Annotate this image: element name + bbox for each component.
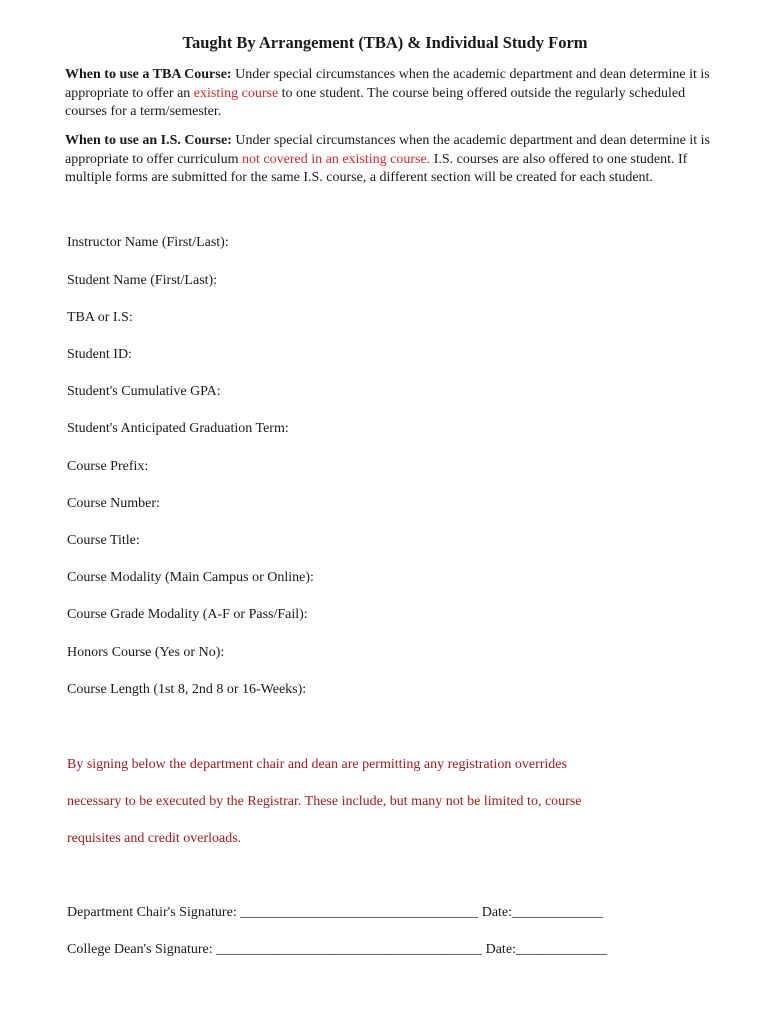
tba-highlight: existing course [193,85,279,101]
college-dean-signature-line[interactable]: College Dean's Signature: ______________________________________ Date:_____________ [67,942,607,957]
department-chair-signature-line[interactable]: Department Chair's Signature: __________________________________ Date:_____________ [67,905,604,920]
field-course-modality[interactable]: Course Modality (Main Campus or Online): [67,570,314,585]
is-heading: When to use an I.S. Course: [65,133,232,148]
field-tba-or-is[interactable]: TBA or I.S: [67,310,133,325]
tba-heading: When to use a TBA Course: [65,67,232,82]
is-description [65,132,715,188]
is-highlight: not covered in an existing course. [242,151,431,167]
notice-line-3: requisites and credit overloads. [67,831,242,846]
tba-description [65,66,715,122]
field-graduation-term[interactable]: Student's Anticipated Graduation Term: [67,421,289,436]
field-student-name[interactable]: Student Name (First/Last): [67,273,218,288]
field-course-number[interactable]: Course Number: [67,496,160,511]
field-honors-course[interactable]: Honors Course (Yes or No): [67,645,225,660]
notice-line-1: By signing below the department chair and dean are permitting any registration overrides [67,757,567,772]
form-title: Taught By Arrangement (TBA) & Individual Study Form [182,33,588,52]
tba-text-1: Under special circumstances when the academic department and dean determine it is appropriate to offer an [65,67,710,101]
field-course-prefix[interactable]: Course Prefix: [67,459,149,474]
field-course-length[interactable]: Course Length (1st 8, 2nd 8 or 16-Weeks): [67,682,307,697]
is-text-1: Under special circumstances when the academic department and dean determine it is appropriate to offer curriculum [65,133,710,167]
field-instructor-name[interactable]: Instructor Name (First/Last): [67,235,229,250]
is-text-2: I.S. courses are also offered to one student. If multiple forms are submitted for the same I.S. course, a different section will be created for each student. [65,151,688,185]
field-cumulative-gpa[interactable]: Student's Cumulative GPA: [67,384,221,399]
notice-line-2: necessary to be executed by the Registrar. These include, but many not be limited to, course [67,794,582,809]
field-student-id[interactable]: Student ID: [67,347,132,362]
tba-text-2: to one student. The course being offered outside the regularly scheduled courses for a term/semester. [65,85,686,119]
field-grade-modality[interactable]: Course Grade Modality (A-F or Pass/Fail): [67,607,308,622]
field-course-title[interactable]: Course Title: [67,533,140,548]
